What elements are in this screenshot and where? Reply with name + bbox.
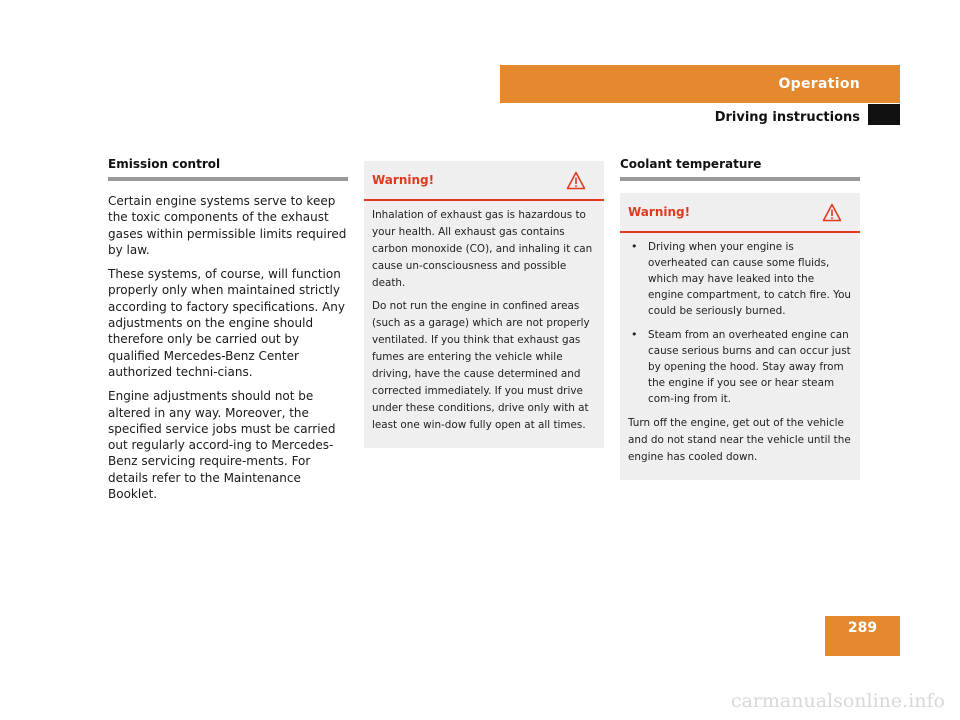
coolant-temperature-heading: Coolant temperature [620,157,860,181]
warning-paragraph: Inhalation of exhaust gas is hazardous to your health. All exhaust gas contains carbon monoxide (CO), and inhaling it can cause un-consciousness and possible death. [372,209,593,289]
coolant-warning-box [620,193,860,480]
paragraph: These systems, of course, will function properly only when maintained strictly according to factory specifications. Any adjustments on the engine should therefore only be carried out by qualified Mercedes-Benz Center authorized techni-cians. [108,267,346,379]
page-number: 289 [825,616,900,656]
warning-bullet-list [628,239,852,407]
emission-control-heading: Emission control [108,157,348,181]
section-title: Operation [778,76,860,92]
emission-control-body [108,193,348,502]
warning-body [364,201,604,448]
warning-title: Warning! [372,173,435,187]
coolant-temperature-section [620,157,860,480]
subsection-title: Driving instructions [714,109,860,125]
warning-body [620,233,860,480]
warning-box [364,161,604,448]
warning-triangle-icon [566,171,586,190]
exhaust-warning-box [364,161,604,448]
paragraph: Engine adjustments should not be altered in any way. Moreover, the specified service jobs must be carried out regularly accord-ing to Mercedes-Benz servicing require-ments. For details refer to the Maintenance Booklet. [108,389,336,502]
warning-header [620,193,860,233]
list-item: • Steam from an overheated engine can cause serious burns and can occur just by opening the hood. Stay away from the engine if you see or hear steam com-ing from it. [628,327,852,407]
watermark-text: carmanualsonline.info [730,690,945,712]
warning-header [364,161,604,201]
chapter-tab-marker [868,104,900,125]
warning-paragraph: Do not run the engine in confined areas (such as a garage) which are not properly ventilated. If you think that exhaust gas fumes are entering the vehicle while driving, have the cause determined and corrected immediately. If you must drive under these conditions, drive only with at least one win-dow fully open at all times. [372,300,590,431]
paragraph: Certain engine systems serve to keep the toxic components of the exhaust gases within permissible limits required by law. [108,194,347,257]
list-item: • Driving when your engine is overheated can cause some fluids, which may have leaked into the engine compartment, to catch fire. You could be seriously burned. [628,239,852,319]
warning-paragraph: Turn off the engine, get out of the vehicle and do not stand near the vehicle until the engine has cooled down. [628,417,851,463]
emission-control-section [108,157,348,510]
warning-triangle-icon [822,203,842,222]
warning-title: Warning! [628,205,691,219]
